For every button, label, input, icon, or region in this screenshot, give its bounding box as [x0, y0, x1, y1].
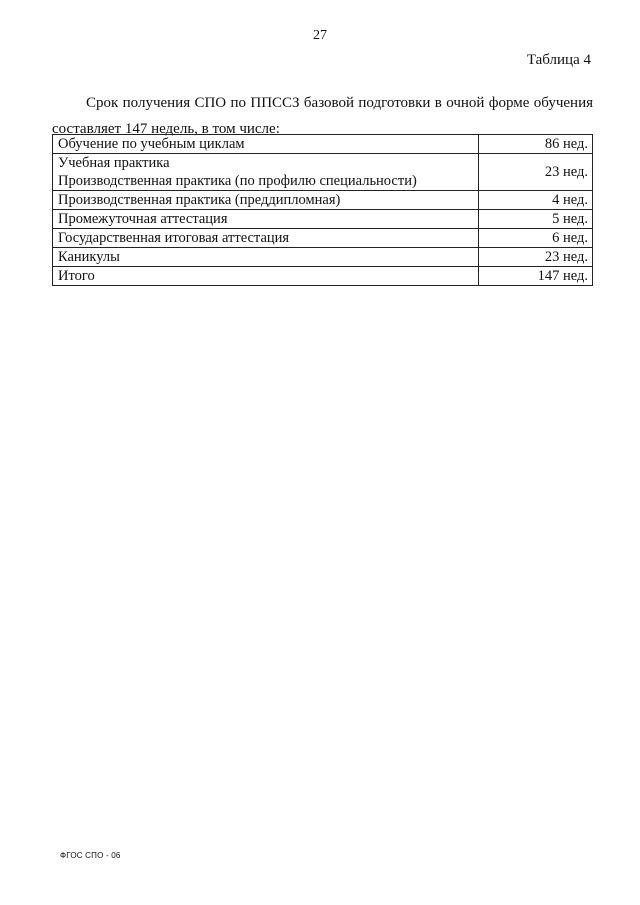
row-value: 147 нед. — [479, 267, 593, 286]
table-caption: Таблица 4 — [526, 52, 591, 68]
row-value: 86 нед. — [479, 135, 593, 154]
row-label: Учебная практика — [53, 154, 479, 173]
row-label: Каникулы — [53, 248, 479, 267]
row-value: 23 нед. — [479, 248, 593, 267]
table-row — [53, 210, 593, 229]
row-value: 5 нед. — [479, 210, 593, 229]
intro-paragraph: Срок получения СПО по ППССЗ базовой подготовки в очной форме обучения составляет 147 недель, в том числе: — [52, 95, 593, 137]
row-value: 6 нед. — [479, 229, 593, 248]
table-row — [53, 154, 593, 173]
table-row — [53, 248, 593, 267]
row-value: 23 нед. — [479, 154, 593, 191]
row-label: Обучение по учебным циклам — [53, 135, 479, 154]
row-label: Государственная итоговая аттестация — [53, 229, 479, 248]
table-row-total — [53, 267, 593, 286]
footer-code: ФГОС СПО - 06 — [60, 851, 121, 860]
row-label: Производственная практика (по профилю специальности) — [53, 172, 479, 191]
row-label: Промежуточная аттестация — [53, 210, 479, 229]
table-row — [53, 191, 593, 210]
page-number: 27 — [313, 28, 327, 43]
study-duration-table — [52, 134, 593, 286]
row-value: 4 нед. — [479, 191, 593, 210]
table-row — [53, 229, 593, 248]
row-label: Производственная практика (преддипломная) — [53, 191, 479, 210]
table-row — [53, 135, 593, 154]
row-label: Итого — [53, 267, 479, 286]
